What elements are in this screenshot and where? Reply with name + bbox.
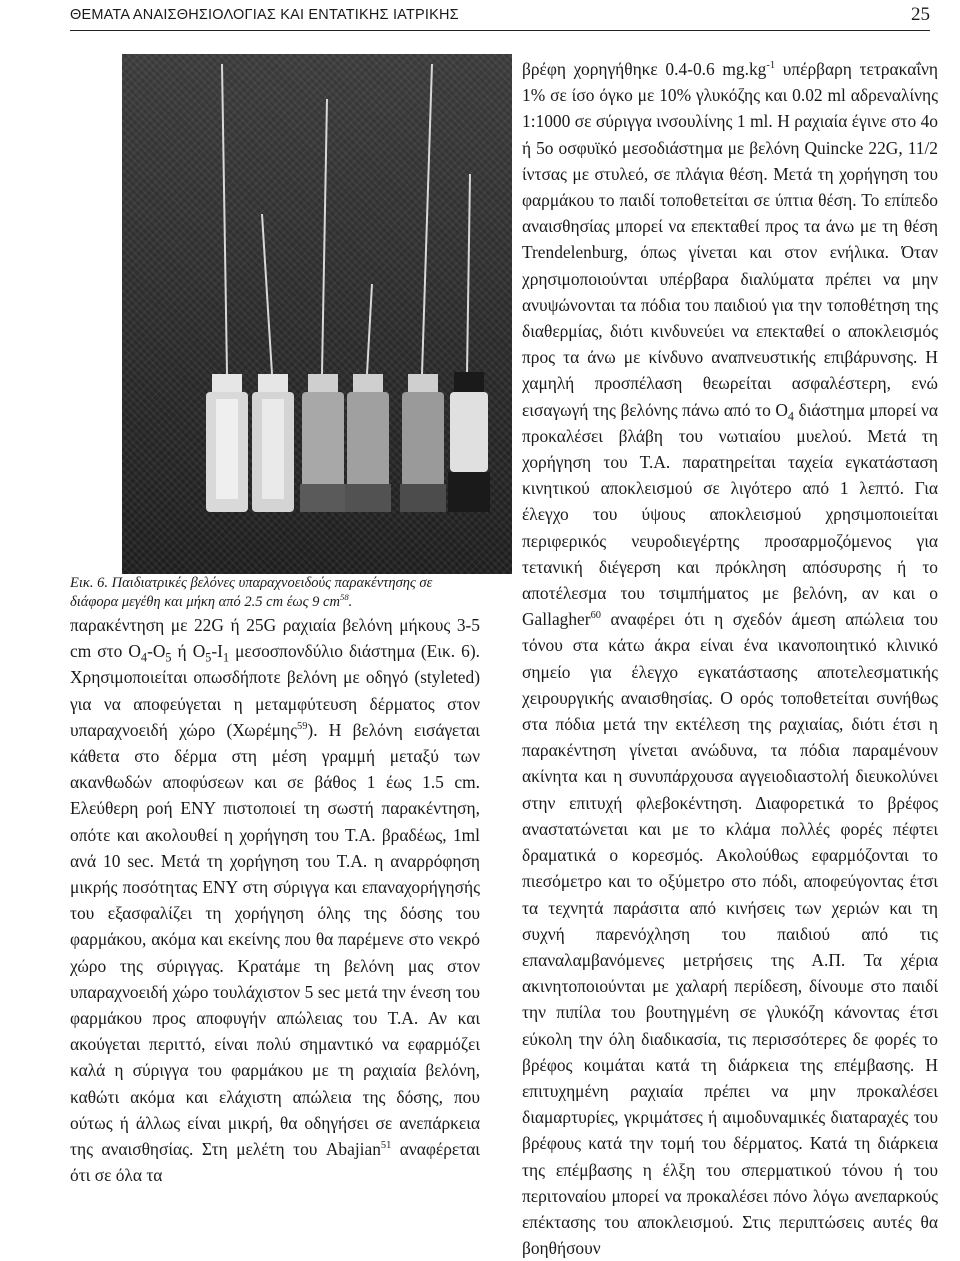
needle-hub-1 — [206, 374, 248, 512]
left-column — [70, 54, 480, 1188]
needle-hub-4 — [345, 374, 391, 512]
right-body-text: βρέφη χορηγήθηκε 0.4-0.6 $mg.kg^{-1}$ υπέρβαρη τετρακαΐνη 1% σε ίσο όγκο με 10% γλυκόζης και 0.02 ml αδρεναλίνης 1:1000 σε σύριγγα ινσουλίνης 1 ml. Η ραχιαία έγινε στο 4ο ή 5ο οσφυϊκό μεσοδιάστημα με βελόνη Quincke 22G, 11/2 ίντσας με στυλεό, σε πλάγια θέση. Μετά τη χορήγηση του φαρμάκου το παιδί τοποθετείται σε ύπτια θέση. Το επίπεδο αναισθησίας μπορεί να επεκταθεί προς τα άνω με τη θέση Trendelenburg, όπως γίνεται και στον ενήλικα. Όταν χρησιμοποιούνται υπέρβαρα διαλύματα πρέπει να μην ανυψώνονται τα πόδια του παιδιού για την τοποθέτηση της διαθερμίας, διότι κινδυνεύει να επεκταθεί ο αποκλεισμός προς τα άνω με κίνδυνο αναπνευστικής επιβάρυνσης. Η χαμηλή προσπέλαση θεωρείται ασφαλέστερη, ενώ εισαγωγή της βελόνης πάνω από το $O_4$ διάστημα μπορεί να προκαλέσει βλάβη του νωτιαίου μυελού. Μετά τη χορήγηση του Τ.Α. παρατηρείται ταχεία εγκατάσταση κινητικού αποκλεισμού σε λιγότερο από 1 λεπτό. Για έλεγχο του ύψους αποκλεισμού χρησιμοποιείται περιφερικός νευροδιεγέρτης προσαρμοζόμενος για τετανική διέγερση και πρόκληση απόσυρσης ή το αποτέλεσμα του τσιμπήματος με βελόνη, αν και ο Gallagher$^{60}$ αναφέρει ότι η σχεδόν άμεση απώλεια του τόνου στα κάτω άκρα είναι ένα ικανοποιητικό κλινικό σημείο για έλεγχο εγκατάστασης αποτελεσματικής χειρουργικής αναισθησίας. Ο ορός τοποθετείται συνήθως στα πόδια μετά την εκτέλεση της ραχιαίας, διότι έτσι η παρακέντηση γίνεται ανώδυνα, τα πόδια παραμένουν ακίνητα και η συνυπάρχουσα αγγειοδιαστολή διευκολύνει στην επιτυχή φλεβοκέντηση. Διαφορετικά το βρέφος αναστατώνεται και με το κλάμα πολλές φορές πέφτει δραματικά ο κορεσμός. Ακολούθως εφαρμόζονται το πιεσόμετρο και το οξύμετρο στο πόδι, αποφεύγοντας έτσι τα τεχνητά παράσιτα από κινήσεις των χεριών και τη συχνή παρενόχληση του παιδιού από τις επαναλαμβανόμενες μετρήσεις της Α.Π. Τα χέρια ακινητοποιούνται με χαλαρή περίδεση, δίνουμε στο παιδί την πιπίλα του βουτηγμένη σε γλυκόζη κάνοντας έτσι εύκολη την όλη διαδικασία, τις περισσότερες δε φορές το βρέφος κοιμάται κατά τη διάρκεια της επέμβασης. Η επιτυχημένη ραχιαία πρέπει να μην προκαλέσει διαμαρτυρίες, γκριμάτσες ή αιμοδυναμικές διαταραχές του βρέφους κατά την τομή του δέρματος. Κατά τη διάρκεια της επέμβασης η έλξη του σπερματικού τόνου ή του περιτοναίου μπορεί να προκαλέσει πόνο λόγω ανεπαρκούς επέκτασης του αποκλεισμού. Στις περιπτώσεις αυτές θα βοηθήσουν — [522, 59, 938, 1259]
needle-hub-2 — [252, 374, 294, 512]
figure-caption: Εικ. 6. Παιδιατρικές βελόνες υπαραχνοειδούς παρακέντησης σε διάφορα μεγέθη και μήκη από 2.5 cm έως 9 $cm^{58}$. — [70, 575, 433, 610]
needle-hub-3 — [300, 374, 346, 512]
page-number: 25 — [911, 4, 930, 25]
journal-title: ΘΕΜΑΤΑ ΑΝΑΙΣΘΗΣΙΟΛΟΓΙΑΣ ΚΑΙ ΕΝΤΑΤΙΚΗΣ ΙΑΤΡΙΚΗΣ — [70, 7, 459, 23]
needle-hub-5 — [400, 374, 446, 512]
right-column — [522, 56, 938, 1261]
needles-photo — [122, 54, 512, 574]
needle-shaft-5 — [422, 64, 432, 374]
needle-shaft-6 — [467, 174, 470, 374]
left-body-text: παρακέντηση με 22G ή 25G ραχιαία βελόνη μήκους 3-5 cm στο $O_4-O_5$ ή $O_5-I_1$ μεσοσπονδύλιο διάστημα (Εικ. 6). Χρησιμοποιείται οπωσδήποτε βελόνη με οδηγό (styleted) για να αποφεύγεται η μεταμφύτευση δέρματος στον υπαραχνοειδή χώρο (Χωρέμης$^{59}$). Η βελόνη εισάγεται κάθετα στο δέρμα στη μέση γραμμή μεταξύ των ακανθωδών αποφύσεων και σε βάθος 1 έως 1.5 cm. Ελεύθερη ροή ΕΝΥ πιστοποιεί τη σωστή παρακέντηση, οπότε και ακολουθεί η χορήγηση του Τ.Α. βραδέως, 1ml ανά 10 sec. Μετά τη χορήγηση του Τ.Α. η αναρρόφηση μικρής ποσότητας ΕΝΥ στη σύριγγα και επαναχορήγησής του εξασφαλίζει τη χορήγηση όλης της δόσης του φαρμάκου, ακόμα και εκείνης που θα παρέμενε στο νεκρό χώρο της σύριγγας. Κρατάμε τη βελόνη μας στον υπαραχνοειδή χώρο τουλάχιστον 5 sec μετά την ένεση του φαρμάκου προς αποφυγήν απώλειας του Τ.Α. Αν και ακούγεται περιττό, είναι πολύ σημαντικό να εφαρμόζει καλά η σύριγγα του φαρμάκου με τη ραχιαία βελόνη, καθώτι ακόμα και ελάχιστη απώλεια της δόσης, που ούτως ή άλλως είναι μικρή, θα οδηγήσει σε ανεπάρκεια της αναισθησίας. Στη μελέτη του Abajian$^{51}$ αναφέρεται ότι σε όλα τα — [70, 615, 480, 1186]
needle-shaft-2 — [262, 214, 272, 374]
needle-shaft-3 — [322, 99, 327, 374]
running-header — [70, 4, 930, 31]
needles-illustration — [122, 54, 512, 574]
needle-shaft-4 — [367, 284, 372, 374]
needle-shaft-1 — [222, 64, 227, 374]
needle-hub-6 — [448, 372, 490, 512]
